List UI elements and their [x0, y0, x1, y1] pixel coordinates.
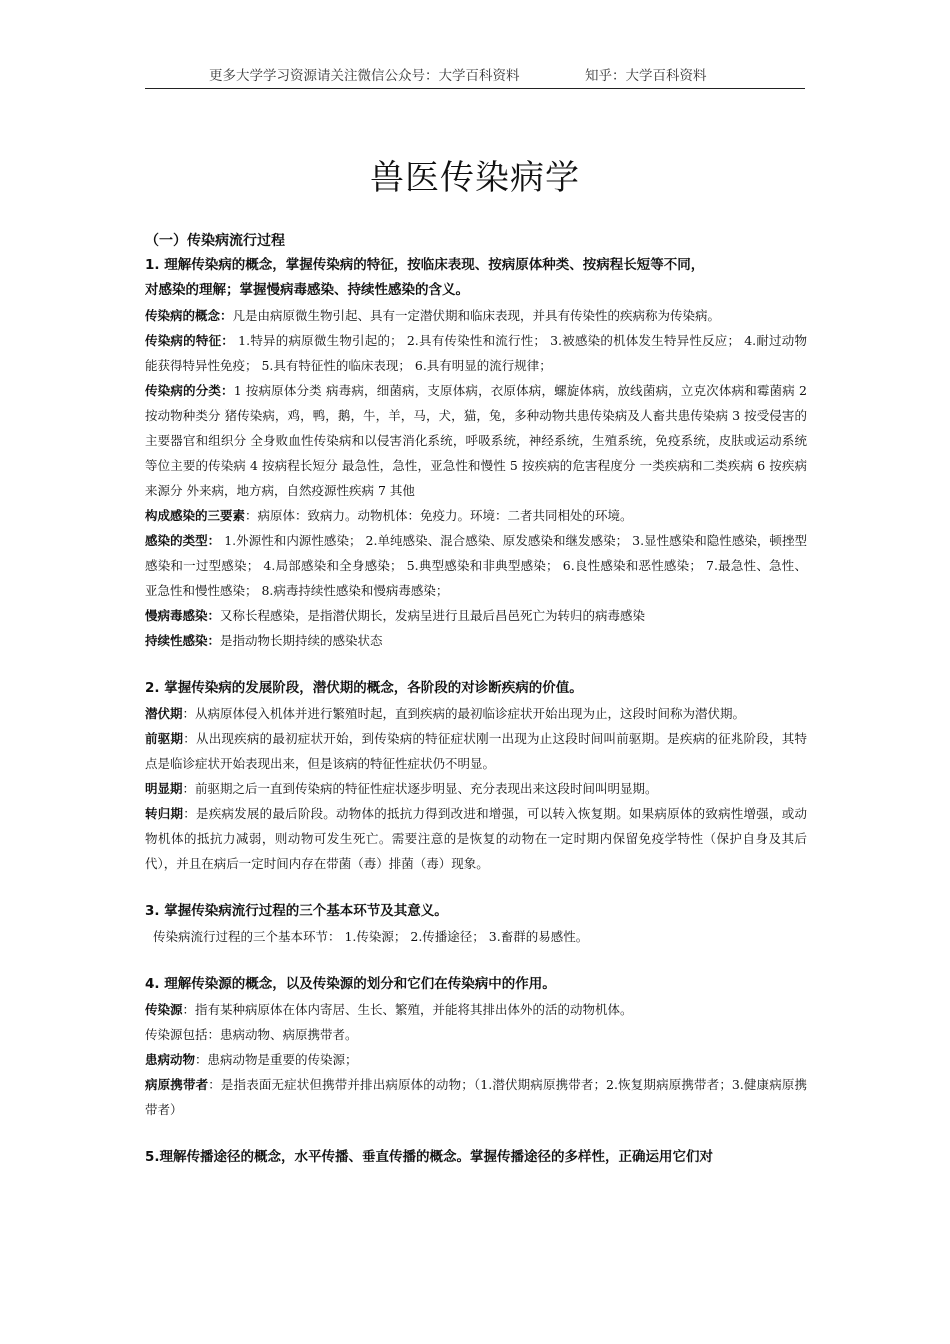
spacer: [145, 1122, 807, 1145]
carrier-text: ：是指表面无症状但携带并排出病原体的动物；（1.潜伏期病原携带者；2.恢复期病原携带者；3.健康病原携带者）: [145, 1077, 807, 1117]
three-elements-paragraph: [145, 503, 807, 528]
carrier-label: 病原携带者: [145, 1077, 209, 1092]
feature-label: 传染病的特征：: [145, 333, 234, 348]
q1-heading-line1: 1. 理解传染病的概念，掌握传染病的特征，按临床表现、按病原体种类、按病程长短等不同，: [145, 257, 705, 273]
sick-animal-paragraph: [145, 1047, 807, 1072]
infection-types-text: 1.外源性和内源性感染； 2.单纯感染、混合感染、原发感染和继发感染； 3.显性感染和隐性感染，顿挫型感染和一过型感染； 4.局部感染和全身感染； 5.典型感染和非典型感染； 6.良性感染和恶性感染； 7.最急性、急性、亚急性和慢性感染； 8.病毒持续性感染和慢病毒感染；: [145, 533, 807, 598]
incubation-text: ：从病原体侵入机体并进行繁殖时起，直到疾病的最初临诊症状开始出现为止，这段时间称为潜伏期。: [182, 706, 746, 721]
persistent-infection-label: 持续性感染：: [145, 633, 221, 648]
overt-text: ：前驱期之后一直到传染病的特征性症状逐步明显、充分表现出来这段时间叫明显期。: [182, 781, 658, 796]
classification-label: 传染病的分类：: [145, 383, 234, 398]
feature-text: 1.特异的病原微生物引起的； 2.具有传染性和流行性； 3.被感染的机体发生特异性反应； 4.耐过动物能获得特异性免疫； 5.具有特征性的临床表现； 6.具有明显的流行规律；: [145, 333, 807, 373]
spacer: [145, 876, 807, 899]
carrier-paragraph: [145, 1072, 807, 1122]
overt-paragraph: [145, 776, 807, 801]
slow-virus-label: 慢病毒感染：: [145, 608, 221, 623]
outcome-paragraph: [145, 801, 807, 876]
prodromal-paragraph: [145, 726, 807, 776]
header-right-text: 知乎：大学百科资料: [585, 68, 707, 84]
section-heading: （一）传染病流行过程: [145, 233, 285, 249]
incubation-paragraph: [145, 701, 807, 726]
sick-animal-text: ：患病动物是重要的传染源；: [195, 1052, 358, 1067]
source-label: 传染源: [145, 1002, 183, 1017]
prodromal-label: 前驱期: [145, 731, 184, 746]
header-left-text: 更多大学学习资源请关注微信公众号：大学百科资料: [209, 68, 520, 84]
document-body: [145, 229, 807, 1170]
incubation-label: 潜伏期: [145, 706, 183, 721]
sick-animal-label: 患病动物: [145, 1052, 196, 1067]
spacer: [145, 653, 807, 676]
concept-paragraph: [145, 303, 807, 328]
persistent-infection-text: 是指动物长期持续的感染状态: [220, 633, 383, 648]
slow-virus-paragraph: [145, 603, 807, 628]
spacer: [145, 949, 807, 972]
infection-types-label: 感染的类型：: [145, 533, 221, 548]
q2-heading: 2. 掌握传染病的发展阶段，潜伏期的概念，各阶段的对诊断疾病的价值。: [145, 680, 583, 696]
outcome-label: 转归期: [145, 806, 184, 821]
infection-types-paragraph: [145, 528, 807, 603]
overt-label: 明显期: [145, 781, 183, 796]
classification-text: 1 按病原体分类 病毒病，细菌病，支原体病，衣原体病，螺旋体病，放线菌病，立克次体病和霉菌病 2 按动物种类分 猪传染病，鸡，鸭，鹅，牛，羊，马，犬，猫，兔，多种动物共患传染病及人畜共患传染病 3 按受侵害的主要器官和组织分 全身败血性传染病和以侵害消化系统，呼吸系统，神经系统，生殖系统，免疫系统，皮肤或运动系统等位主要的传染病 4 按病程长短分 最急性，急性，亚急性和慢性 5 按疾病的危害程度分 一类疾病和二类疾病 6 按疾病来源分 外来病，地方病，自然疫源性疾病 7 其他: [145, 383, 807, 498]
feature-paragraph: [145, 328, 807, 378]
classification-paragraph: [145, 378, 807, 503]
q5-heading: 5.理解传播途径的概念，水平传播、垂直传播的概念。掌握传播途径的多样性，正确运用它们对: [145, 1149, 714, 1165]
three-elements-label: 构成感染的三要素: [145, 508, 246, 523]
three-elements-text: ：病原体：致病力。动物机体：免疫力。环境：二者共同相处的环境。: [245, 508, 633, 523]
concept-label: 传染病的概念：: [145, 308, 233, 323]
prodromal-text: ：从出现疾病的最初症状开始，到传染病的特征症状刚一出现为止这段时间叫前驱期。是疾病的征兆阶段，其特点是临诊症状开始表现出来，但是该病的特征性症状仍不明显。: [145, 731, 807, 771]
q3-text: 传染病流行过程的三个基本环节： 1.传染源； 2.传播途径； 3.畜群的易感性。: [153, 929, 589, 944]
source-includes: 传染源包括：患病动物、病原携带者。: [145, 1027, 358, 1042]
page-header: [145, 58, 805, 89]
page-title: 兽医传染病学: [370, 158, 580, 198]
q4-heading: 4. 理解传染源的概念，以及传染源的划分和它们在传染病中的作用。: [145, 976, 556, 992]
outcome-text: ：是疾病发展的最后阶段。动物体的抵抗力得到改进和增强，可以转入恢复期。如果病原体的致病性增强，或动物机体的抵抗力减弱，则动物可发生死亡。需要注意的是恢复的动物在一定时期内保留免疫学特性（保护自身及其后代），并且在病后一定时间内存在带菌（毒）排菌（毒）现象。: [145, 806, 807, 871]
q1-heading-line2: 对感染的理解；掌握慢病毒感染、持续性感染的含义。: [145, 282, 469, 298]
slow-virus-text: 又称长程感染，是指潜伏期长，发病呈进行且最后昌邑死亡为转归的病毒感染: [220, 608, 646, 623]
source-paragraph: [145, 997, 807, 1022]
q3-heading: 3. 掌握传染病流行过程的三个基本环节及其意义。: [145, 903, 448, 919]
concept-text: 凡是由病原微生物引起、具有一定潜伏期和临床表现，并具有传染性的疾病称为传染病。: [232, 308, 721, 323]
persistent-infection-paragraph: [145, 628, 807, 653]
source-text: ：指有某种病原体在体内寄居、生长、繁殖，并能将其排出体外的活的动物机体。: [182, 1002, 633, 1017]
